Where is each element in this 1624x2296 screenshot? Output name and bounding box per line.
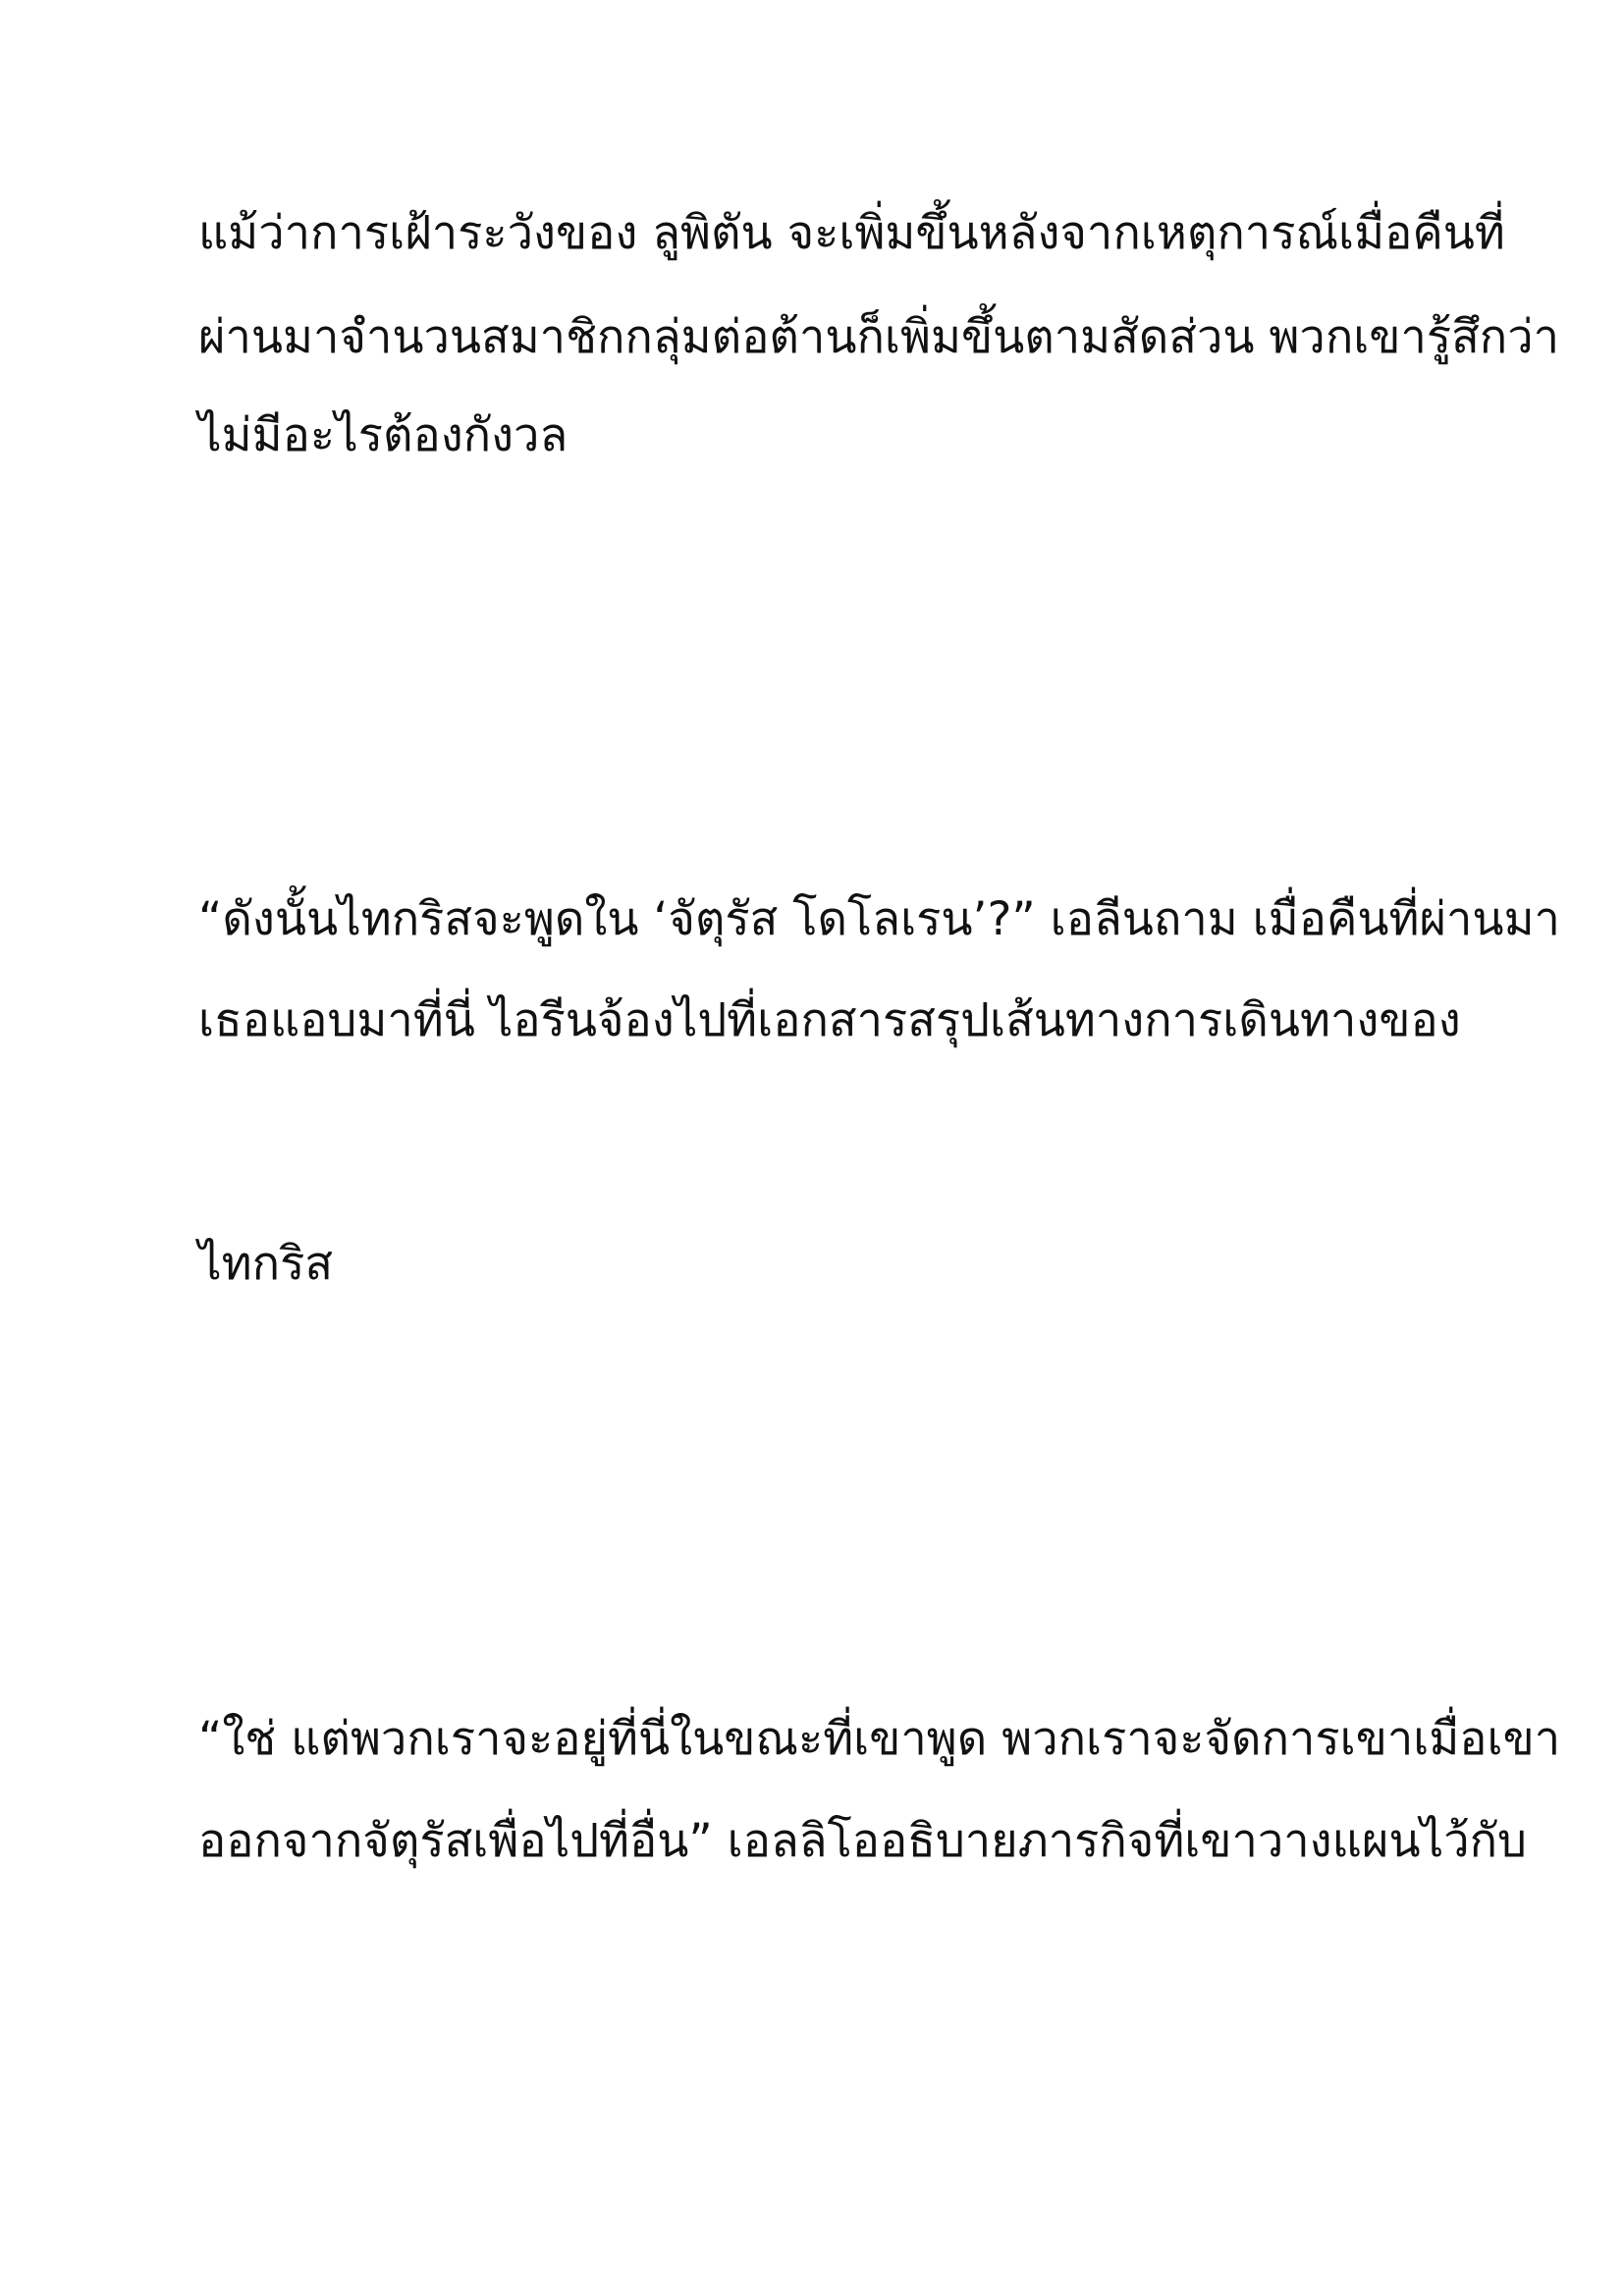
text-line: ไม่มีอะไรต้องกังวล	[198, 408, 568, 462]
text-line: แม้ว่าการเฝ้าระวังของ ลูพิตัน จะเพิ่มขึ้นหลังจากเหตุการณ์เมื่อคืนที่	[198, 206, 1505, 260]
text-line: ไทกริส	[198, 1237, 334, 1291]
text-line: “ใช่ แต่พวกเราจะอยู่ที่นี่ในขณะที่เขาพูด พวกเราจะจัดการเขาเมื่อเขา	[198, 1712, 1561, 1766]
text-line: “ดังนั้นไทกริสจะพูดใน ‘จัตุรัส โดโลเรน’?” เอลีนถาม เมื่อคืนที่ผ่านมา	[198, 892, 1560, 946]
text-line: ผ่านมาจำนวนสมาชิกกลุ่มต่อต้านก็เพิ่มขึ้นตามสัดส่วน พวกเขารู้สึกว่า	[198, 310, 1560, 364]
text-line: เธอแอบมาที่นี่ ไอรีนจ้องไปที่เอกสารสรุปเส้นทางการเดินทางของ	[198, 993, 1461, 1047]
text-line: ออกจากจัตุรัสเพื่อไปที่อื่น” เอลลิโออธิบายภารกิจที่เขาวางแผนไว้กับ	[198, 1814, 1527, 1868]
